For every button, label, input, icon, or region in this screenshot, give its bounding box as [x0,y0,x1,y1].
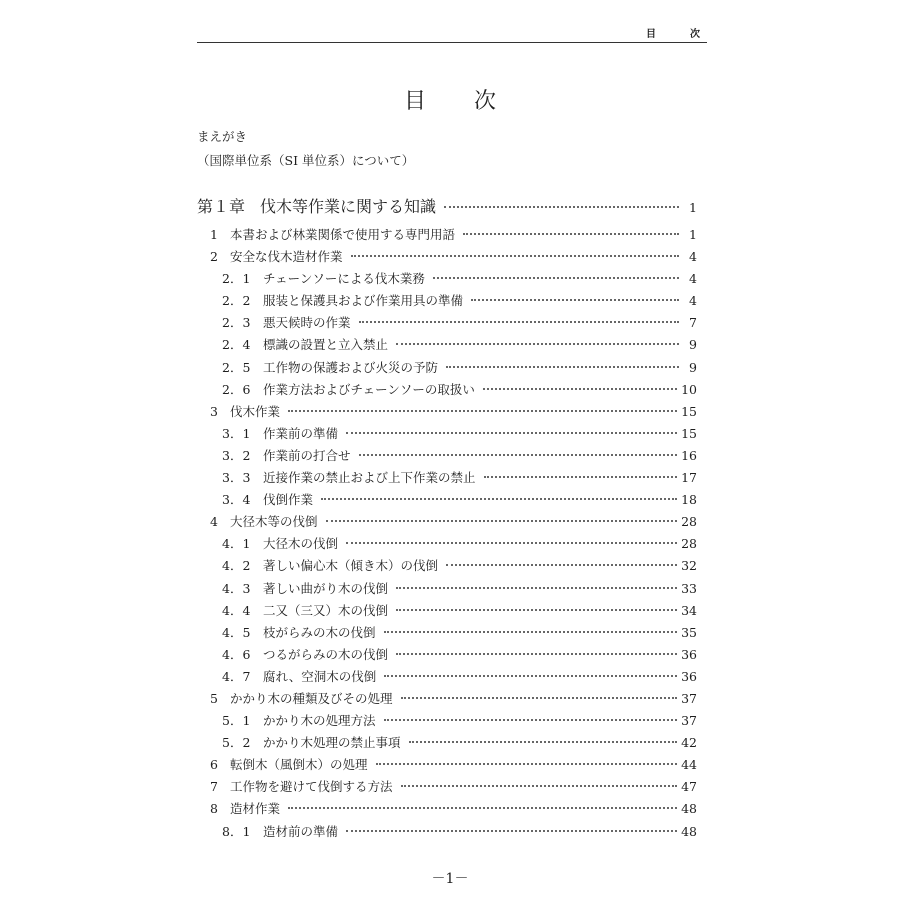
dot-leader [409,741,678,743]
entry-title: つるがらみの木の伐倒 [263,646,389,662]
entry-page: 10 [681,381,697,397]
toc-entry[interactable] [197,335,697,357]
entry-title: 近接作業の禁止および上下作業の禁止 [263,470,476,486]
entry-number: 2．5 [222,359,251,375]
chapter-title: 伐木等作業に関する知識 [260,197,437,216]
entry-number: 4．7 [222,668,251,684]
entry-title: 悪天候時の作業 [263,315,351,331]
entry-number: 3．3 [222,470,251,486]
toc-entry[interactable] [197,534,697,556]
toc-entry[interactable] [197,358,697,380]
dot-leader [351,255,679,257]
dot-leader [463,233,679,235]
entry-page: 15 [681,425,697,441]
dot-leader [288,410,677,412]
entry-title: かかり木の種類及びその処理 [230,690,393,706]
dot-leader [446,366,679,368]
entry-page: 28 [681,514,697,530]
front-matter-si-units[interactable]: （国際単位系（SI 単位系）について） [197,153,415,168]
toc-entry[interactable] [197,247,697,269]
entry-number: 4．3 [222,580,251,596]
entry-number: 4．5 [222,624,251,640]
entry-title: 伐倒作業 [263,492,314,508]
dot-leader [483,388,677,390]
table-of-contents [197,194,697,844]
dot-leader [384,631,678,633]
entry-number: 2．3 [222,315,251,331]
dot-leader [444,206,679,208]
entry-title: 著しい曲がり木の伐倒 [263,580,389,596]
entry-page: 42 [681,735,697,751]
entry-page: 28 [681,536,697,552]
entry-title: かかり木の処理方法 [263,713,376,729]
entry-page: 15 [681,403,697,419]
entry-number: 4 [210,514,218,530]
header-rule [197,42,707,43]
entry-number: 4．4 [222,602,251,618]
toc-entry[interactable] [197,468,697,490]
toc-entry[interactable] [197,799,697,821]
chapter-number: 第１章 [197,197,246,216]
entry-page: 48 [681,823,697,839]
entry-number: 3．1 [222,425,251,441]
dot-leader [384,675,677,677]
entry-page: 9 [689,359,697,375]
dot-leader [446,564,677,566]
dot-leader [396,343,679,345]
entry-page: 48 [681,801,697,817]
dot-leader [401,697,678,699]
entry-title: 転倒木（風倒木）の処理 [230,757,368,773]
entry-title: 工作物の保護および火災の予防 [263,359,439,375]
entry-number: 5 [210,690,218,706]
entry-number: 4．2 [222,558,251,574]
toc-entry[interactable] [197,402,697,424]
entry-page: 17 [681,470,697,486]
entry-page: 16 [681,447,697,463]
dot-leader [346,432,677,434]
entry-title: 伐木作業 [230,403,281,419]
entry-title: 造材作業 [230,801,281,817]
entry-title: 腐れ、空洞木の伐倒 [263,668,377,684]
toc-entry[interactable] [197,777,697,799]
dot-leader [471,299,679,301]
entry-page: 1 [689,227,697,242]
toc-chapter[interactable] [197,194,697,218]
entry-title: 著しい偏心木（傾き木）の伐倒 [263,558,439,574]
entry-number: 2．1 [222,271,251,287]
entry-number: 8．1 [222,823,251,839]
entry-page: 9 [689,337,697,353]
page-title [0,84,900,115]
entry-title: 二又（三又）木の伐倒 [263,602,389,618]
front-matter-preface[interactable]: まえがき [197,129,248,144]
entry-number: 6 [210,757,218,773]
entry-page: 34 [681,602,697,618]
entry-number: 5．2 [222,735,251,751]
running-head-right: 次 [690,29,700,40]
toc-entry[interactable] [197,512,697,534]
dot-leader [359,321,679,323]
entry-number: 3．4 [222,492,251,508]
entry-number: 2 [210,249,218,265]
entry-title: 標識の設置と立入禁止 [263,337,389,353]
entry-number: 1 [210,227,218,242]
entry-page: 44 [681,757,697,773]
toc-entry[interactable] [197,291,697,313]
entry-page: 4 [689,293,697,309]
dot-leader [433,277,679,279]
toc-entry[interactable] [197,667,697,689]
entry-number: 2．4 [222,337,251,353]
toc-entry[interactable] [197,490,697,512]
entry-number: 3．2 [222,447,251,463]
entry-page: 32 [681,558,697,574]
toc-entry[interactable] [197,313,697,335]
toc-entry[interactable] [197,822,697,844]
entry-number: 4．1 [222,536,251,552]
running-head [646,25,700,40]
toc-entry[interactable] [197,424,697,446]
entry-page: 18 [681,492,697,508]
toc-entry[interactable] [197,601,697,623]
page-number: －1－ [431,871,469,887]
entry-title: 服装と保護具および作業用具の準備 [263,293,464,309]
toc-entry[interactable] [197,446,697,468]
entry-title: 作業前の打合せ [263,447,351,463]
dot-leader [326,520,678,522]
dot-leader [396,587,677,589]
entry-page: 37 [681,690,697,706]
title-char-1: 目 [403,89,426,114]
toc-entry[interactable] [197,380,697,402]
entry-number: 2．2 [222,293,251,309]
dot-leader [396,609,677,611]
dot-leader [396,653,677,655]
entry-page: 37 [681,713,697,729]
dot-leader [288,807,677,809]
running-head-left: 目 [646,29,656,40]
dot-leader [359,454,678,456]
entry-page: 4 [689,249,697,265]
entry-number: 2．6 [222,381,251,397]
entry-number: 3 [210,403,218,419]
dot-leader [384,719,678,721]
entry-page: 35 [681,624,697,640]
entry-page: 36 [681,668,697,684]
toc-entry[interactable] [197,269,697,291]
entry-page: 36 [681,646,697,662]
dot-leader [484,476,678,478]
entry-title: 枝がらみの木の伐倒 [263,624,376,640]
entry-page: 4 [689,271,697,287]
entry-number: 8 [210,801,218,817]
entry-number: 7 [210,779,218,795]
entry-page: 47 [681,779,697,795]
toc-entry[interactable] [197,689,697,711]
dot-leader [401,785,678,787]
entry-page: 33 [681,580,697,596]
toc-entry[interactable] [197,733,697,755]
entry-number: 4．6 [222,646,251,662]
title-char-2: 次 [474,89,497,114]
chapter-page: 1 [689,200,697,215]
dot-leader [321,498,677,500]
dot-leader [346,542,677,544]
entry-title: チェーンソーによる伐木業務 [263,271,425,287]
toc-entry[interactable] [197,579,697,601]
entry-title: 安全な伐木造材作業 [230,249,343,265]
entry-title: 大径木等の伐倒 [230,514,318,530]
entry-title: かかり木処理の禁止事項 [263,735,401,751]
entry-title: 造材前の準備 [263,823,339,839]
entry-title: 工作物を避けて伐倒する方法 [230,779,393,795]
dot-leader [376,763,678,765]
toc-entry[interactable] [197,645,697,667]
entry-number: 5．1 [222,713,251,729]
entry-title: 本書および林業関係で使用する専門用語 [230,227,456,242]
toc-entry[interactable] [197,711,697,733]
entry-title: 作業前の準備 [263,425,339,441]
dot-leader [346,830,677,832]
entry-title: 大径木の伐倒 [263,536,339,552]
entry-page: 7 [689,315,697,331]
entry-title: 作業方法およびチェーンソーの取扱い [263,381,475,397]
toc-entry[interactable] [197,225,697,247]
toc-entry[interactable] [197,623,697,645]
toc-entry[interactable] [197,755,697,777]
toc-entry[interactable] [197,556,697,578]
